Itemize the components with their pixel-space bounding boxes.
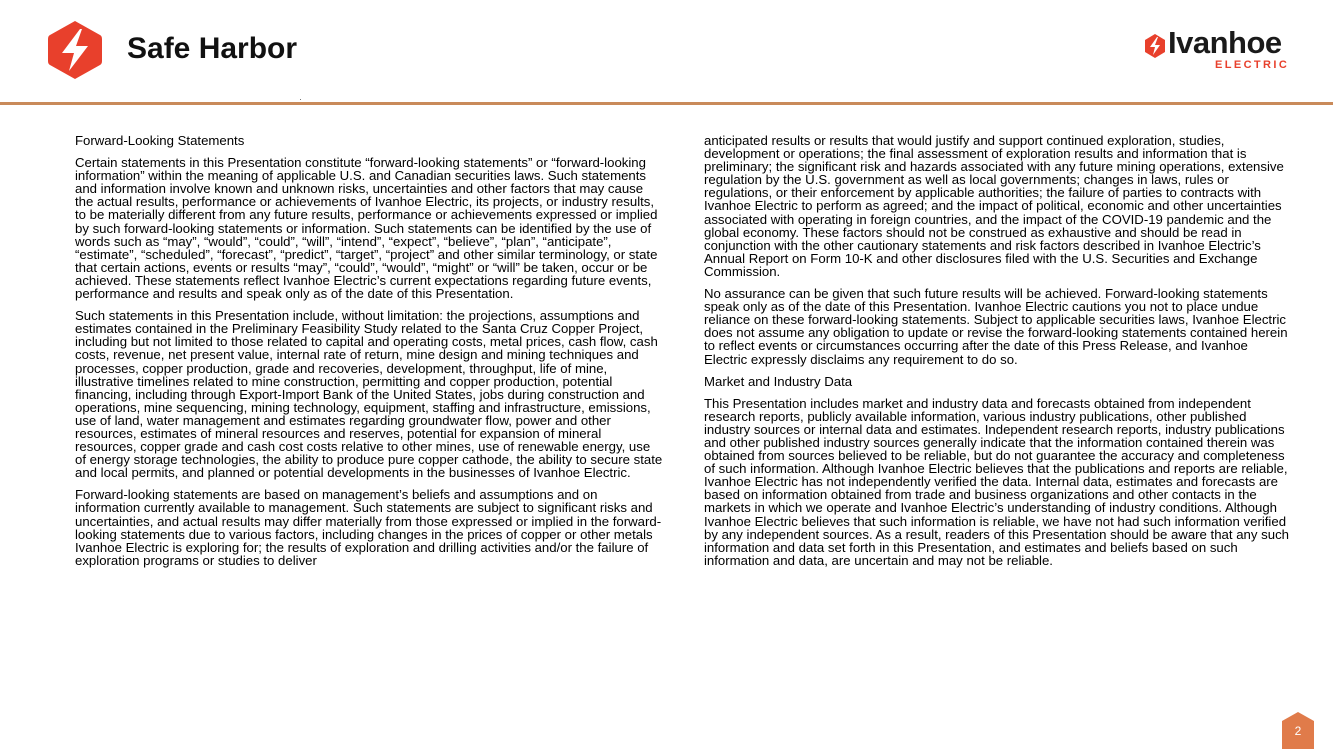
paragraph-market-data: This Presentation includes market and industry data and forecasts obtained from independent research reports, publicly available information, various industry publications, other published industry sources or internal data and estimates. Independent research reports, industry publications and other published industry sources generally indicate that the information contained therein was obtained from sources believed to be reliable, but do not guarantee the accuracy and completeness of such information. Although Ivanhoe Electric believes that the publications and reports are reliable, Ivanhoe Electric has not independently verified the data. Internal data, estimates and forecasts are based on information obtained from trade and business organizations and other contacts in the markets in which we operate and Ivanhoe Electric’s understanding of industry conditions. Although Ivanhoe Electric believes that such information is reliable, we have not had such information verified by any independent sources. As a result, readers of this Presentation should be aware that any such information and data set forth in this Presentation, and estimates and beliefs based on such information and data, are uncertain and may not be reliable.: [704, 395, 1290, 568]
logo-subtitle: ELECTRIC: [1215, 59, 1290, 71]
lightning-bolt-icon: [1144, 34, 1166, 58]
lightning-bolt-icon: [47, 20, 103, 80]
left-text-column: [75, 134, 663, 576]
right-text-column: [704, 134, 1292, 576]
logo-wordmark: Ivanhoe: [1168, 25, 1282, 60]
paragraph-risk-factors: Forward-looking statements are based on management’s beliefs and assumptions and on information currently available to management. Such statements are subject to significant risks and uncertainties, and actual results may differ materially from those expressed or implied in the forward-looking statements due to various factors, including changes in the prices of copper or other metals Ivanhoe Electric is exploring for; the results of exploration and drilling activities and/or the failure of exploration programs or studies to deliver: [75, 487, 662, 568]
paragraph-no-assurance: No assurance can be given that such future results will be achieved. Forward-looking statements speak only as of the date of this Presentation. Ivanhoe Electric cautions you not to place undue reliance on these forward-looking statements. Subject to applicable securities laws, Ivanhoe Electric does not assume any obligation to update or revise the forward-looking statements contained herein to reflect events or circumstances occurring after the date of this Press Release, and Ivanhoe Electric expressly disclaims any requirement to do so.: [704, 286, 1288, 367]
paragraph-forward-looking-intro: Certain statements in this Presentation constitute “forward-looking statements” or “forward-looking information” within the meaning of applicable U.S. and Canadian securities laws. Such statements and information involve known and unknown risks, uncertainties and other factors that may cause the actual results, performance or achievements of Ivanhoe Electric, its projects, or industry results, to be materially different from any future results, performance or achievements expressed or implied by such forward-looking statements or information. Such statements can be identified by the use of words such as “may”, “would”, “could”, “will”, “intend”, “expect”, “believe”, “plan”, “anticipate”, “estimate”, “scheduled”, “forecast”, “predict”, “target”, “project” and other similar terminology, or state that certain actions, events or results “may”, “could”, “would”, “might” or “will” be taken, occur or be achieved. These statements reflect Ivanhoe Electric’s current expectations regarding future events, performance and results and speak only as of the date of this Presentation.: [75, 155, 658, 302]
section-heading-market-data: Market and Industry Data: [704, 373, 853, 389]
company-logo: [1144, 27, 1294, 73]
paragraph-risk-factors-continued: anticipated results or results that would justify and support continued exploration, studies, development or operations; the final assessment of exploration results and information that is preliminary; the significant risk and hazards associated with any future mining operations, extensive regulation by the U.S. government as well as local governments; changes in laws, rules or regulations, or their enforcement by applicable authorities; the failure of parties to contracts with Ivanhoe Electric to perform as agreed; and the impact of political, economic and other uncertainties associated with operating in foreign countries, and the impact of the COVID-19 pandemic and the global economy. These factors should not be construed as exhaustive and should be read in conjunction with the other cautionary statements and risk factors described in Ivanhoe Electric’s Annual Report on Form 10-K and other disclosures filed with the U.S. Securities and Exchange Commission.: [704, 133, 1284, 279]
page-number: 2: [1294, 724, 1302, 738]
decorative-dot: [300, 99, 301, 100]
page-title: Safe Harbor: [127, 32, 298, 65]
section-heading-forward-looking: Forward-Looking Statements: [75, 133, 245, 148]
paragraph-statements-include: Such statements in this Presentation include, without limitation: the projections, assumptions and estimates contained in the Preliminary Feasibility Study related to the Santa Cruz Copper Project, including but not limited to those related to capital and operating costs, metal prices, cash flow, cash costs, revenue, net present value, internal rate of return, mine design and mining techniques and processes, copper production, grade and recoveries, development, throughput, life of mine, illustrative timelines related to mine construction, permitting and copper production, potential financing, including through Export-Import Bank of the United States, jobs during construction and operations, mine sequencing, mining technology, equipment, staffing and infrastructure, emissions, use of land, water management and estimates regarding groundwater flow, power and other resources, estimates of mineral resources and reserves, potential for expansion of mineral resources, copper grade and cash cost costs relative to other mines, use of renewable energy, use of energy storage technologies, the ability to produce pure copper cathode, the ability to secure state and local permits, and planned or potential developments in the businesses of Ivanhoe Electric.: [75, 308, 663, 481]
header-divider: [0, 102, 1333, 105]
slide-header: [0, 0, 1333, 104]
